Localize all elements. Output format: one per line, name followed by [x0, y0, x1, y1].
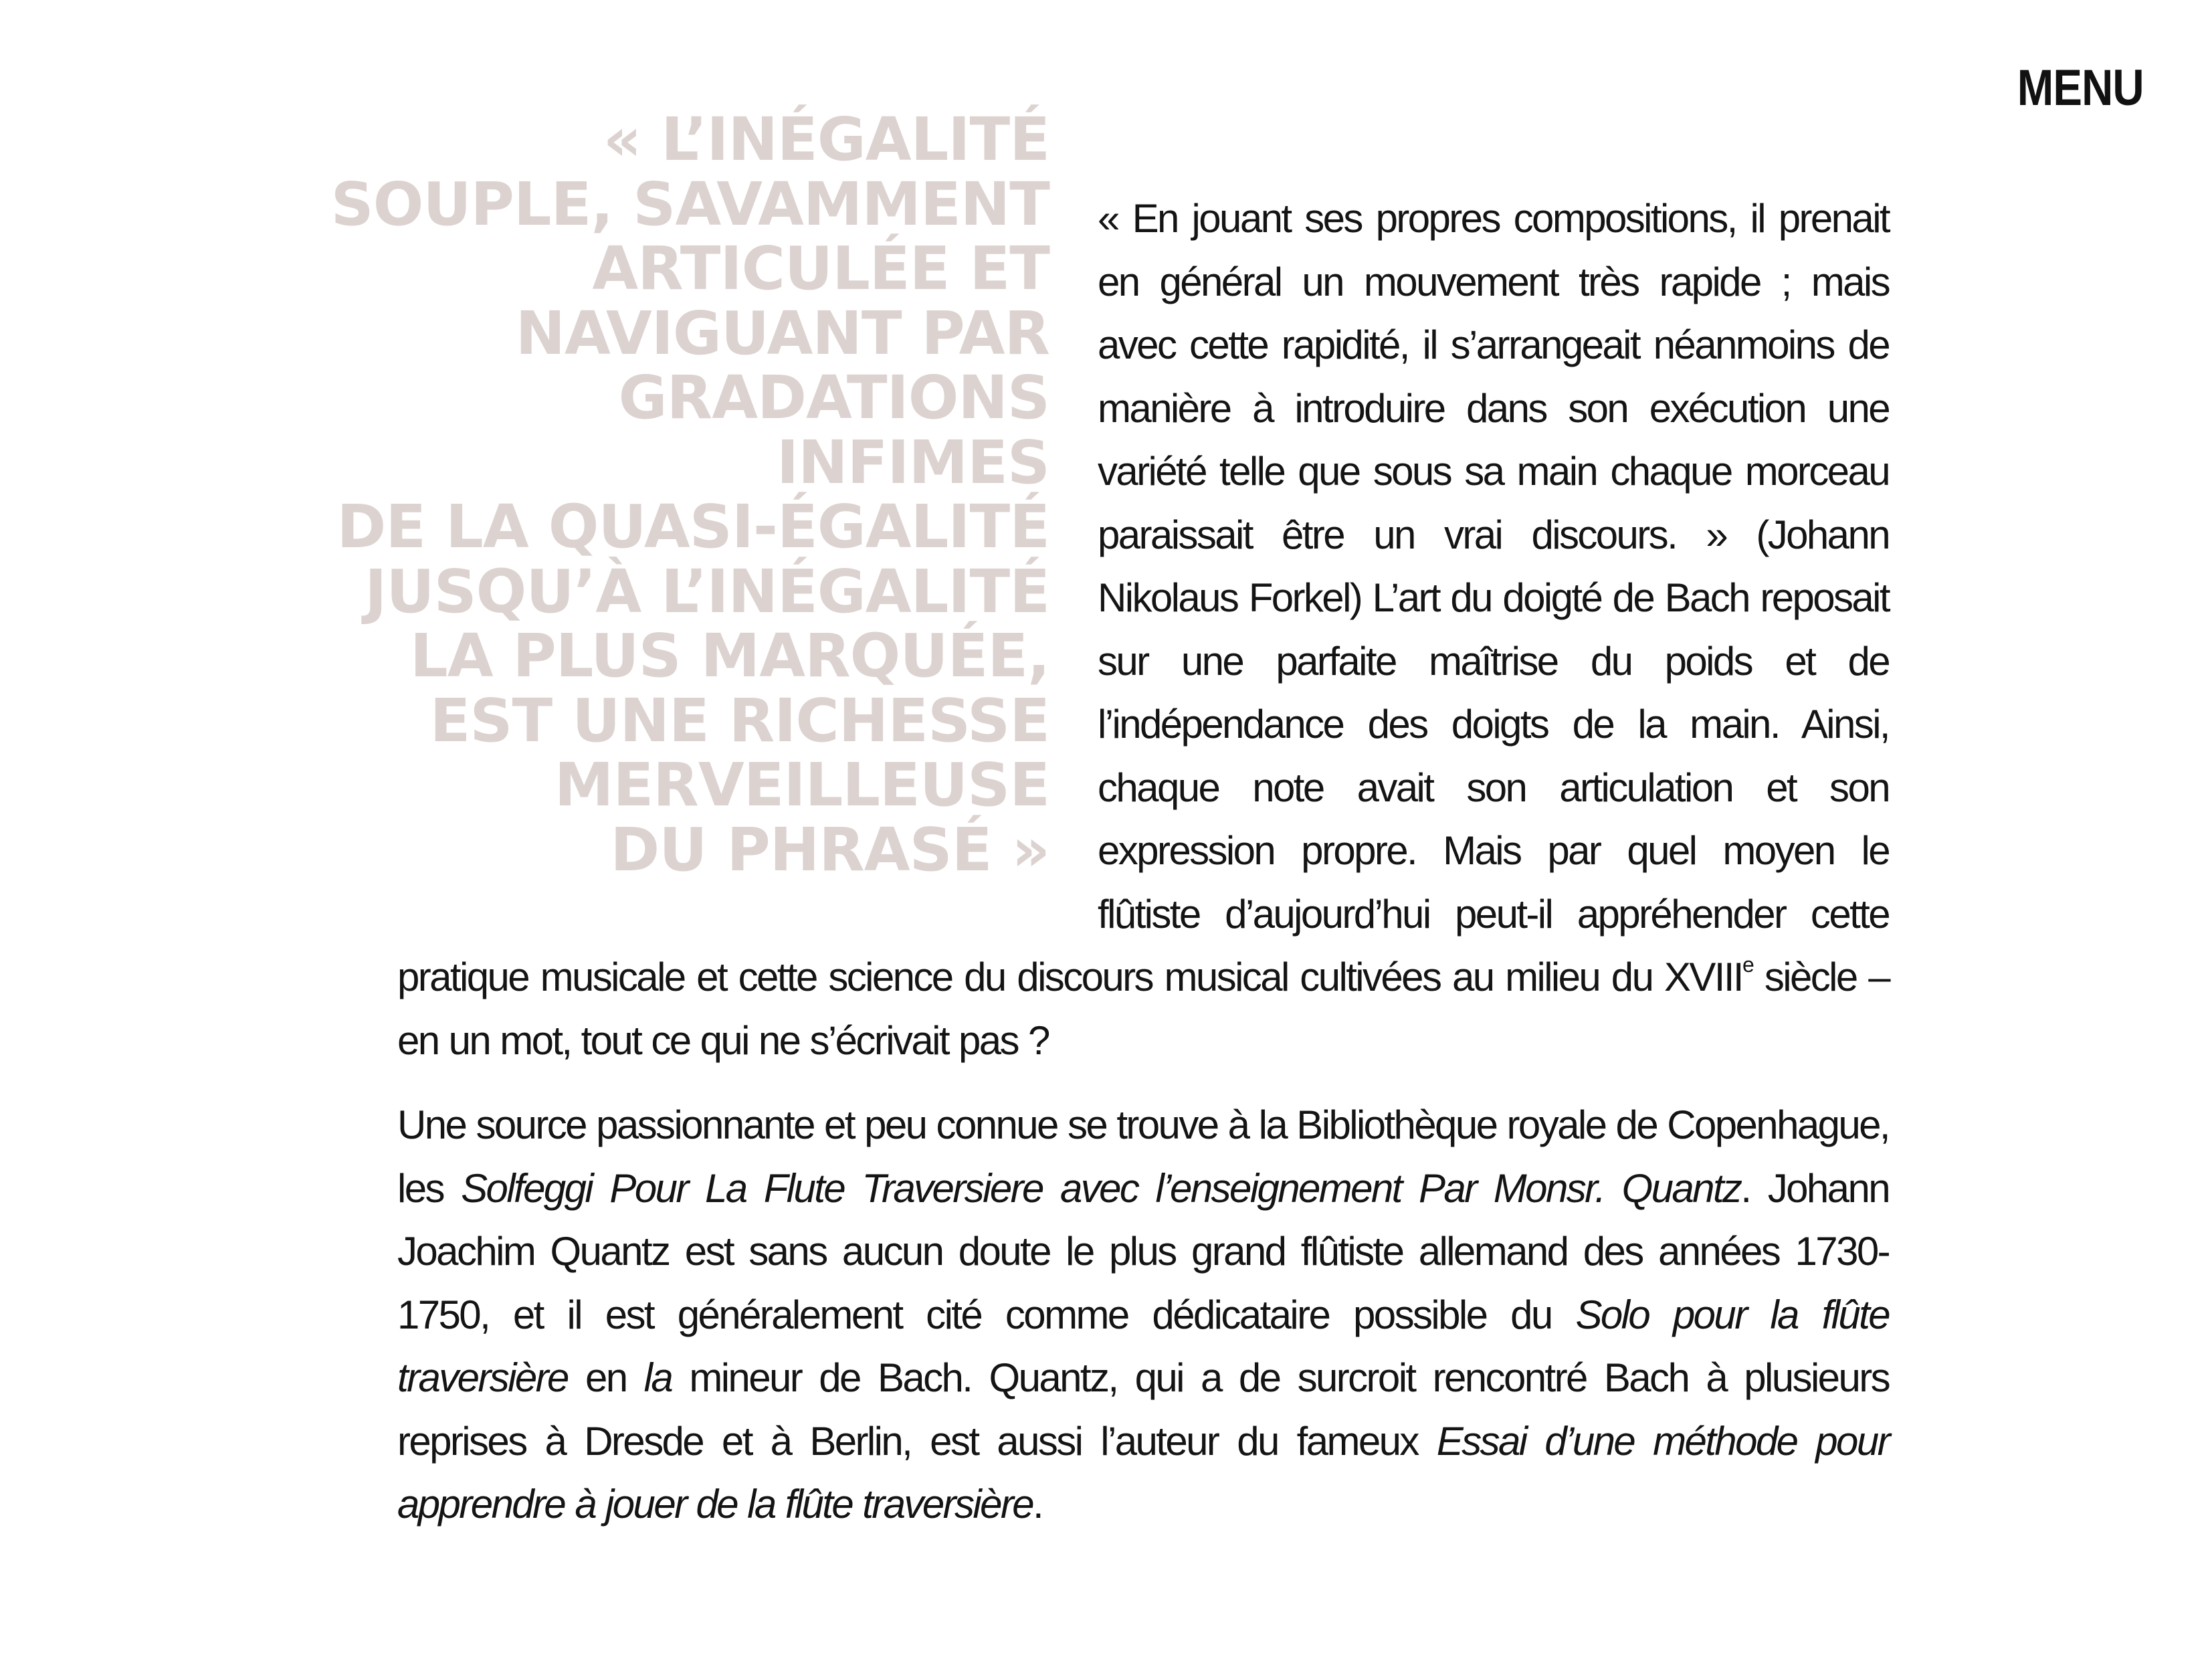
paragraph-text: en: [567, 1355, 644, 1400]
pull-quote-line: LA PLUS MARQUÉE,: [409, 621, 1049, 690]
pull-quote-line: JUSQU’À L’INÉGALITÉ: [365, 556, 1049, 626]
paragraph-text: mineur de Bach. Quantz, qui a de surcroit rencontré Bach à plusieurs reprises à Dresde et à Berlin, est aussi l’auteur du fameux: [397, 1355, 1889, 1464]
pull-quote: [327, 104, 1049, 884]
pull-quote-line: ARTICULÉE ET: [592, 233, 1049, 303]
title-solo: Solo pour la flûte traversière: [397, 1292, 1889, 1400]
paragraph-text: siècle – en un mot, tout ce qui ne s’écrivait pas ?: [397, 955, 1889, 1063]
pull-quote-line: DU PHRASÉ »: [610, 814, 1049, 884]
key-name: la: [643, 1355, 672, 1400]
paragraph-text: « En jouant ses propres compositions, il prenait en général un mouvement très rapide ; mais avec cette rapidité, il s’arrangeait néanmoins de manière à introduire dans son exécution une variété telle que sous sa main chaque morceau paraissait être un vrai discours. » (Johann Nikolaus Forkel) L’art du doigté de Bach reposait sur une parfaite maîtrise du poids et de l’indépendance des doigts de la main. Ainsi, chaque note avait son articulation et son expression propre. Mais par quel moyen le flûtiste d’aujourd’hui peut-il appréhender cette pratique musicale et cette science du discours musical cultivées au milieu du XVIII: [397, 196, 1889, 999]
pull-quote-line: MERVEILLEUSE: [554, 750, 1049, 819]
pull-quote-line: GRADATIONS INFIMES: [618, 363, 1049, 497]
paragraph-text: . Johann Joachim Quantz est sans aucun doute le plus grand flûtiste allemand des années 1730-1750, et il est généralement cité comme dédicataire possible du: [397, 1165, 1889, 1337]
pull-quote-line: « L’INÉGALITÉ: [603, 104, 1049, 174]
pull-quote-line: DE LA QUASI-ÉGALITÉ: [336, 492, 1049, 561]
paragraph-text: .: [1033, 1482, 1043, 1527]
title-solfeggi: Solfeggi Pour La Flute Traversiere avec l’enseignement Par Monsr. Quantz: [461, 1165, 1741, 1211]
superscript: e: [1742, 953, 1753, 977]
article: [330, 104, 1889, 1558]
menu-button[interactable]: MENU: [2017, 60, 2144, 116]
pull-quote-line: EST UNE RICHESSE: [429, 685, 1049, 755]
title-essai: Essai d’une méthode pour apprendre à jouer de la flûte traversière: [397, 1418, 1889, 1527]
paragraph-2: [397, 1094, 1889, 1537]
pull-quote-line: SOUPLE, SAVAMMENT: [330, 169, 1049, 239]
paragraph-text: Une source passionnante et peu connue se trouve à la Bibliothèque royale de Copenhague, les: [397, 1102, 1889, 1211]
pull-quote-line: NAVIGUANT PAR: [515, 298, 1049, 368]
